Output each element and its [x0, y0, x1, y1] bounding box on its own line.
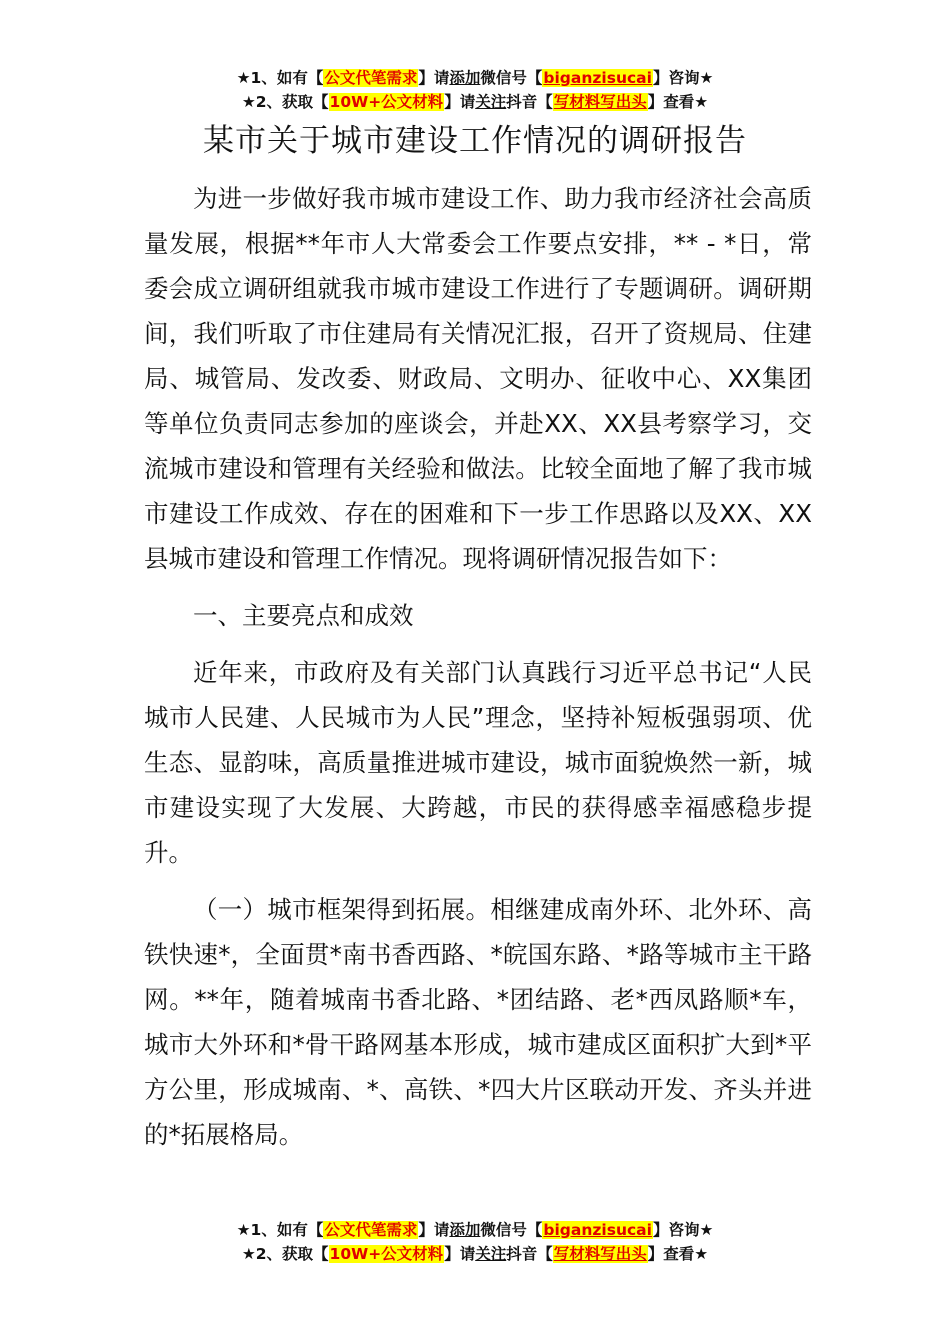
promo-underline: 添加 — [449, 69, 481, 87]
promo-line-1 — [0, 1218, 950, 1242]
promo-line-2 — [0, 90, 950, 114]
document-body — [144, 176, 812, 1157]
promo-text: 】咨询★ — [652, 1221, 714, 1239]
promo-text: 】请 — [444, 1245, 476, 1263]
promo-underline: 关注 — [475, 1245, 507, 1263]
promo-banner-bottom — [0, 1218, 950, 1266]
document-title: 某市关于城市建设工作情况的调研报告 — [203, 123, 747, 159]
section-heading: 一、主要亮点和成效 — [193, 601, 414, 630]
promo-underline: 关注 — [475, 93, 507, 111]
wechat-id-highlight: biganzisucai — [543, 1221, 652, 1239]
promo-line-2 — [0, 1242, 950, 1266]
promo-highlight: 公文代笔需求 — [324, 1221, 418, 1239]
promo-text: 】咨询★ — [652, 69, 714, 87]
promo-text: ★2、获取【 — [241, 93, 329, 111]
paragraph-overview: 近年来，市政府及有关部门认真践行习近平总书记“人民城市人民建、人民城市为人民”理念，坚持补短板强弱项、优生态、显韵味，高质量推进城市建设，城市面貌焕然一新，城市建设实现了大发展、大跨越，市民的获得感幸福感稳步提升。 — [144, 658, 812, 867]
promo-text: 抖音【 — [506, 93, 553, 111]
paragraph-intro: 为进一步做好我市城市建设工作、助力我市经济社会高质量发展，根据**年市人大常委会工作要点安排，** - *日，常委会成立调研组就我市城市建设工作进行了专题调研。调研期间，我们听取了市住建局有关情况汇报，召开了资规局、住建局、城管局、发改委、财政局、文明办、征收中心、XX集团等单位负责同志参加的座谈会，并赴XX、XX县考察学习，交流城市建设和管理有关经验和做法。比较全面地了解了我市城市建设工作成效、存在的困难和下一步工作思路以及XX、XX县城市建设和管理工作情况。现将调研情况报告如下： — [144, 184, 812, 573]
promo-underline: 添加 — [449, 1221, 481, 1239]
promo-highlight: 10W+公文材料 — [329, 93, 444, 111]
douyin-id-highlight: 写材料写出头 — [553, 93, 647, 111]
promo-text: 】查看★ — [647, 1245, 709, 1263]
promo-text: 微信号【 — [480, 1221, 543, 1239]
paragraph-subsection-1: （一）城市框架得到拓展。相继建成南外环、北外环、高铁快速*，全面贯*南书香西路、*皖国东路、*路等城市主干路网。**年，随着城南书香北路、*团结路、老*西凤路顺*车，城市大外环和*骨干路网基本形成，城市建成区面积扩大到*平方公里，形成城南、*、高铁、*四大片区联动开发、齐头并进的*拓展格局。 — [144, 895, 812, 1149]
promo-text: 】请 — [418, 69, 450, 87]
promo-line-1 — [0, 66, 950, 90]
promo-text: 抖音【 — [506, 1245, 553, 1263]
promo-text: 微信号【 — [480, 69, 543, 87]
promo-text: 】查看★ — [647, 93, 709, 111]
promo-text: ★1、如有【 — [236, 1221, 324, 1239]
promo-text: 】请 — [418, 1221, 450, 1239]
promo-text: ★1、如有【 — [236, 69, 324, 87]
promo-highlight: 公文代笔需求 — [324, 69, 418, 87]
promo-text: ★2、获取【 — [241, 1245, 329, 1263]
promo-highlight: 10W+公文材料 — [329, 1245, 444, 1263]
promo-banner-top — [0, 66, 950, 114]
promo-text: 】请 — [444, 93, 476, 111]
douyin-id-highlight: 写材料写出头 — [553, 1245, 647, 1263]
wechat-id-highlight: biganzisucai — [543, 69, 652, 87]
